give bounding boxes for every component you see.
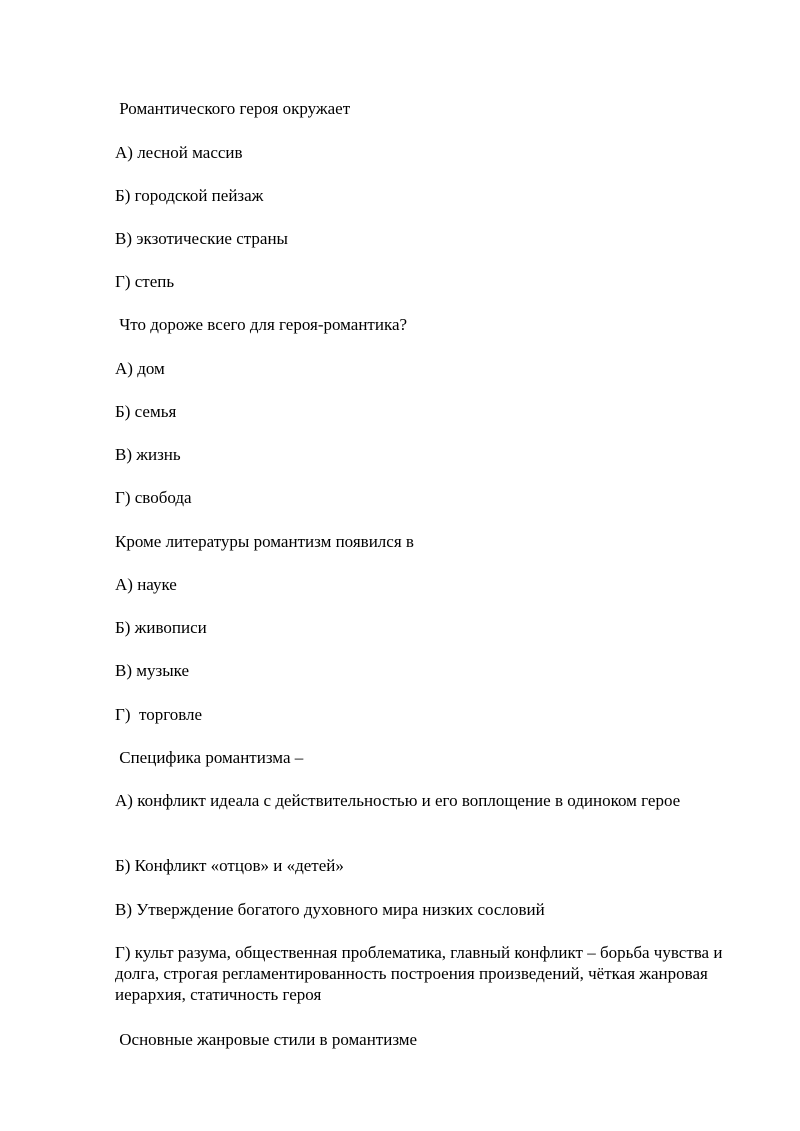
question-4-prompt: Специфика романтизма – (115, 748, 304, 767)
question-2-prompt: Что дороже всего для героя-романтика? (115, 315, 408, 334)
question-1-option-b: Б) городской пейзаж (115, 186, 264, 205)
question-3-option-a: А) науке (115, 575, 177, 594)
question-3-option-b: Б) живописи (115, 618, 207, 637)
question-3-option-d: Г) торговле (115, 705, 203, 724)
question-1-prompt: Романтического героя окружает (115, 99, 351, 118)
question-1-option-d: Г) степь (115, 272, 175, 291)
question-1-option-a: А) лесной массив (115, 143, 243, 162)
question-3-prompt: Кроме литературы романтизм появился в (115, 532, 414, 551)
question-4-option-c: В) Утверждение богатого духовного мира низких сословий (115, 900, 545, 919)
question-4-option-b: Б) Конфликт «отцов» и «детей» (115, 856, 344, 875)
question-4-option-d: Г) культ разума, общественная проблематика, главный конфликт – борьба чувства и долга, строгая регламентированность построения произведений, чёткая жанровая иерархия, статичность героя (115, 943, 727, 1004)
question-2-option-b: Б) семья (115, 402, 177, 421)
question-3-option-c: В) музыке (115, 661, 190, 680)
question-2-option-d: Г) свобода (115, 488, 192, 507)
question-1-option-c: В) экзотические страны (115, 229, 288, 248)
question-2-option-a: А) дом (115, 359, 165, 378)
question-4-option-a: А) конфликт идеала с действительностью и его воплощение в одиноком герое (115, 791, 681, 810)
question-5-prompt: Основные жанровые стили в романтизме (115, 1030, 418, 1049)
question-2-option-c: В) жизнь (115, 445, 181, 464)
